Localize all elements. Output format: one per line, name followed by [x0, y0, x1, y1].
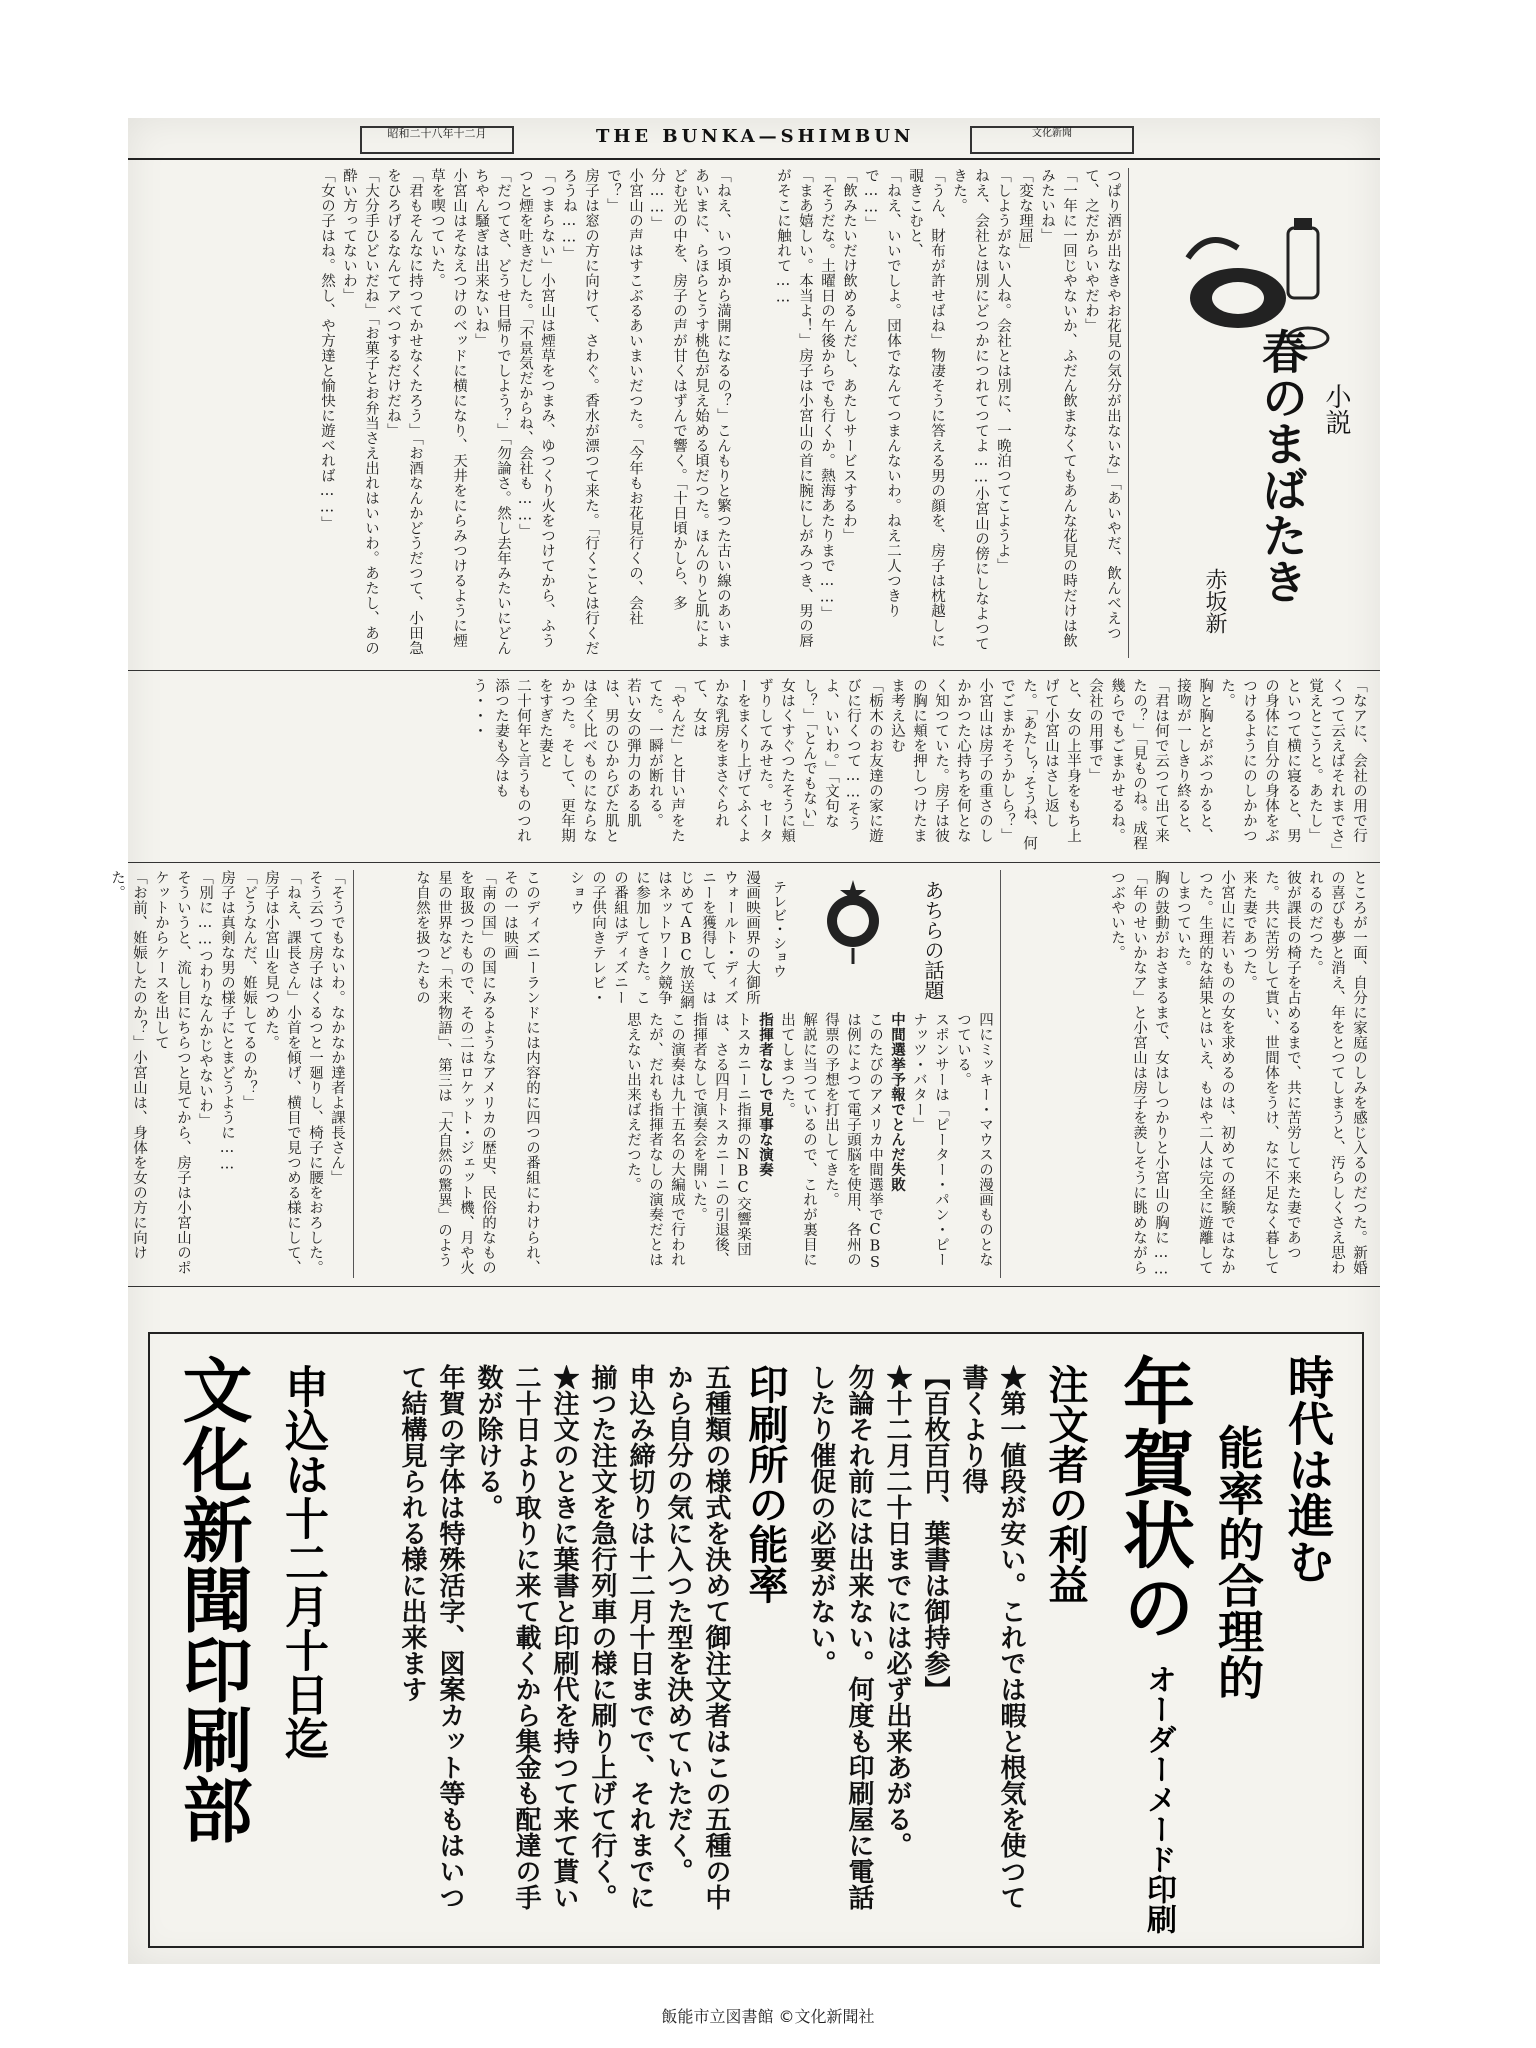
acchira-subtitle: テレビ・ショウ: [771, 880, 787, 978]
acchira-paragraph: このディズニーランドには内容的に四つの番組にわけられ、その一は映画: [502, 870, 540, 1275]
novel-text-block-3: [138, 678, 1370, 858]
novel-paragraph: 「年のせいかなア」と小宮山は房子を羨しそうに眺めながらつぶやいた。: [1109, 870, 1147, 1275]
novel-paragraph: 「女の子はね。然し、や方達と愉快に遊べれば……」: [319, 168, 335, 531]
novel-paragraph: 「ねえ、いつ頃から満開になるの？」こんもりと繁つた古い線のあいまあいまに、らほらとうす桃色が見え始める頃だつた。ほんのりと肌によどむ光の中を、房子の声が甘くはずんで響く。「十日頃かしら、多分……」: [649, 168, 731, 648]
footer-credit: 飯能市立図書館 ©文化新聞社: [661, 2007, 875, 2026]
novel-paragraph: そういうと、流し目にちらつと見てから、房子は小宮山のポケットからケースを出して: [153, 870, 191, 1275]
ad-line: 年賀の字体は特殊活字、図案カット等もはいつて結構見られる様に出来ます: [397, 1364, 465, 1910]
ad-line: 五種類の様式を決めて御注文者はこの五種の中から自分の気に入つた型を決めていただく。: [663, 1364, 731, 1910]
novel-paragraph: 「やんだ」と甘い声をたてた。一瞬が断れる。: [647, 678, 685, 843]
newspaper-page: [109, 118, 1380, 1964]
novel-paragraph: 胸の鼓動がおさまるまで、女はしつかりと小宮山の胸に……: [1153, 870, 1169, 1278]
novel-paragraph: 「一年に一回じやないか、ふだん飲まなくてもあんな花見の時だけは飲みたいね」: [1039, 168, 1077, 648]
acchira-text-2: [358, 870, 543, 1278]
novel-paragraph: 若い女の弾力のある肌は、男のひからびた肌とは全く比べものにならなかつた。そして、更年期をすぎた妻と: [537, 678, 641, 843]
novel-paragraph: ねえ、会社とは別にどつかにつれてつてよ……小宮山の傍にしなよつてきた。: [951, 168, 989, 651]
novel-title-block: [1138, 198, 1370, 698]
globe-star-icon: [808, 876, 898, 966]
novel-paragraph: 小宮山はそなえつけのベッドに横になり、天井をにらみつけるように煙草を喫つていた。: [429, 168, 467, 648]
novel-paragraph: 「まあ嬉しい。本当よ！」房子は小宮山の首に腕にしがみつき、男の唇がそこに触れて……: [775, 168, 813, 648]
novel-paragraph: 「飲みたいだけ飲めるんだし、あたしサービスするわ」: [841, 168, 857, 543]
novel-paragraph: そう云つて房子はくるつと一廻りし、椅子に腰をおろした。: [307, 870, 323, 1275]
acchira-paragraph: 漫画映画界の大御所ウォールト・ディズニーを獲得して、はじめてABC放送網はネットワーク競争に参加してきた。この番組はディズニーの子供向きテレビ・ショウ: [568, 870, 760, 1010]
tv-news-heading: 指揮者なしで見事な演奏: [757, 1012, 774, 1177]
column-rule: [1000, 870, 1001, 1278]
acchira-text: [548, 870, 763, 1010]
novel-paragraph: 覚えとこうと。あたし」といつて横に寝ると、男の身体に自分の身体をぶつけるようにのしかかつた。: [1219, 678, 1323, 843]
novel-inline-quote: 「変な理屈」: [1017, 168, 1033, 258]
novel-paragraph: 「そうでもないわ。なかなか達者よ課長さん」: [329, 870, 345, 1185]
ad-line: ★十二月二十日までには必ず出来あがる。: [882, 1364, 912, 1858]
ad-section-1-body: [800, 1364, 1030, 1924]
printing-advertisement: [148, 1332, 1364, 1948]
novel-paragraph: 女はくすぐつたそうに頬ずりしてみせた。セーターをまくり上げてふくよかな乳房をまさぐられて、女は: [691, 678, 795, 843]
ad-line: 申込み締切りは十二月十日までで、それまでに揃つた注文を急行列車の様に刷り上げて行く。: [587, 1364, 655, 1910]
tv-news-heading: 中間選挙予報でとんだ失敗: [889, 1012, 906, 1192]
novel-paragraph: つぱり酒が出なきやお花見の気分が出ないな」「あいやだ、飲んべえつて、之だからいやだわ」: [1083, 168, 1121, 641]
tv-news-block: [548, 1012, 996, 1278]
novel-paragraph: 小宮山に若いものの女を求めるのは、初めての経験ではなかつた。生理的な結果とはいえ、もはや二人は完全に遊離してしまつていた。: [1175, 870, 1235, 1275]
tv-news-paragraph: このたびのアメリカ中間選挙でCBSは例によつて電子頭脳を使用、各州の得票の予想を打出してきた。: [823, 1012, 883, 1272]
novel-paragraph: 「お前、姙娠したのか？」小宮山は、身体を女の方に向けた。: [109, 870, 147, 1260]
acchira-paragraph: 「南の国」の国にみるようなアメリカの歴史、民俗的なものを取扱つたもので、その二はロケット・ジェット機、月や火星の世界など「未来物語」、第三は「大自然の驚異」のような自然を扱つたもの: [414, 870, 496, 1275]
novel-text-block-1: [138, 168, 734, 658]
tv-news-paragraph: この演奏は九十五名の大編成で行われたが、だれも指揮者なしの演奏だとは思えない出来ばえだつた。: [625, 1012, 685, 1267]
novel-paragraph: 「つまらない」小宮山は煙草をつまみ、ゆつくり火をつけてから、ふうつと煙を吐きだした。「不景気だからね、会社も……」: [517, 168, 555, 648]
masthead: [128, 118, 1380, 160]
novel-paragraph: 「栃木のお友達の家に遊びに行くつて……そうよ、いいわ。」「文句なし？」「とんでもない」: [801, 678, 883, 843]
novel-paragraph: 「なアに、会社の用で行くつて云えばそれまでさ」: [1329, 678, 1367, 858]
acchira-title: あちらの話題: [921, 880, 945, 1000]
novel-paragraph: 房子は真剣な男の様子にとまどうように……: [219, 870, 235, 1173]
novel-paragraph: 「別に……つわりなんかじやないわ」: [197, 870, 213, 1128]
column-rule: [1128, 168, 1129, 658]
column-rule: [353, 870, 354, 1278]
novel-paragraph: 彼が課長の椅子を占めるまで、共に苦労して来た妻であつた。共に苦労して貰い、世間体をうけ、なに不足なく暮して来た妻であつた。: [1241, 870, 1301, 1275]
novel-paragraph: 房子は窓の方に向けて、さわぐ。香水が漂つて来た。「行くことは行くだろうね……」: [561, 168, 599, 656]
acchira-header: [768, 870, 998, 1010]
novel-band-middle: [128, 670, 1380, 863]
novel-paragraph: 胸と胸とがぶつかると、接吻が一しきり終ると、「君は何で云つて出て来たの？」「見ものね。成程幾らでもごまかせるね。会社の用事で」: [1087, 678, 1213, 851]
tv-news-paragraph: トスカニーニ指揮のNBC交響楽団は、さる四月トスカニーニの引退後、指揮者なしで演奏会を開いた。: [691, 1012, 751, 1267]
masthead-title: THE BUNKA—SHIMBUN: [596, 126, 915, 147]
mixed-band: [109, 862, 1380, 1287]
novel-paragraph: 「だつてさ、どうせ日帰りでしよう？」「勿論さ。然し去年みたいにどんちやん騒ぎは出来ないね」: [473, 168, 511, 656]
novel-paragraph: 「しようがない人ね。会社とは別に、一晩泊つてこようよ」: [995, 168, 1011, 573]
novel-paragraph: 小宮山は房子の重さのしかかつた心持ちを何となく知つていた。房子は彼の胸に頬を押しつけたまま考え込む: [889, 678, 993, 843]
ad-slogan-2: 能率的合理的: [1211, 1424, 1265, 1700]
novel-paragraph: と、女の上半身をもち上げて小宮山はさし返した。「あたし？そうね、何でごまかそうかしら？」: [999, 678, 1081, 851]
ad-line: 勿論それ前には出来ない。何度も印刷屋に電話したり催促の必要がない。: [806, 1364, 874, 1910]
novel-author: 赤坂新: [1202, 568, 1227, 634]
novel-text-block-2: [744, 168, 1124, 658]
ad-company: 文化新聞印刷部: [171, 1354, 254, 1844]
tv-news-paragraph: 四にミッキー・マウスの漫画ものとなつている。: [955, 1012, 993, 1267]
novel-text-block-4: [109, 870, 348, 1278]
ad-headline: 年賀状の: [1111, 1354, 1196, 1642]
ad-line: 【百枚百円、葉書は御持参】: [920, 1364, 950, 1702]
novel-paragraph: 「大分手ひどいだね」「お菓子とお弁当さえ出れはいいわ。あたし、あの酔い方ってないわ」: [341, 168, 379, 656]
novel-paragraph: 「ねえ、いいでしよ。団体でなんてつまんないわ。ねえ二人つきりで……」: [863, 168, 901, 618]
tv-news-paragraph: スポンサーは「ピーター・パン・ピーナッツ・バター」: [911, 1012, 949, 1267]
novel-paragraph: 「ねえ、課長さん」小首を傾げ、横目で見つめる様にして、房子は小宮山を見つめた。: [263, 870, 301, 1275]
ad-slogan-1: 時代は進む: [1281, 1354, 1335, 1584]
ad-section-2-title: 印刷所の能率: [742, 1364, 789, 1604]
ad-section-2-body: [350, 1364, 735, 1924]
ad-line: ★注文のときに葉書と印刷代を持つて来て貰い二十日より取りに来て載くから集金も配達の手数が除ける。: [473, 1364, 579, 1910]
ad-deadline: 申込は十二月十日迄: [277, 1364, 328, 1760]
tv-news-paragraph: 解説に当つているので、これが裏目に出てしまつた。: [779, 1012, 817, 1267]
novel-label: 小説: [1321, 383, 1351, 435]
ad-headline-sub: オーダーメード印刷: [1141, 1664, 1176, 1934]
novel-paragraph: 「どうなんだ、姙娠してるのか？」: [241, 870, 257, 1110]
novel-paragraph: 二十何年と言うものつれ添つた妻も今はもう・・・: [471, 678, 531, 843]
novel-paragraph: 「君もそんなに持つてかせなくたろう」「お酒なんかどうだつて、小田急をひろげるなんてアべつするだけだね」: [385, 168, 423, 656]
ad-section-1-title: 注文者の利益: [1042, 1364, 1089, 1604]
novel-paragraph: ところが一面、自分に家庭のしみを感じ入るのだつた。新婚の喜びも夢と消え、年をとつてしまうと、汚らしくさえ思われるのだつた。: [1307, 870, 1367, 1275]
masthead-paper-box: 文化新聞: [970, 126, 1134, 154]
novel-continuation-block: [1008, 870, 1370, 1278]
ad-line: ★第一値段が安い。これでは暇と根気を使つて書くより得: [958, 1364, 1026, 1910]
masthead-date-box: 昭和二十八年十二月: [360, 126, 514, 154]
novel-paragraph: 小宮山の声はすこぶるあいまいだつた。「今年もお花見行くの、会社で？」: [605, 168, 643, 626]
novel-title: 春のまばたき: [1255, 328, 1309, 604]
novel-paragraph: 「そうだな。土曜日の午後からでも行くか。熱海あたりまで……」: [819, 168, 835, 621]
novel-paragraph: 「うん、財布が許せばね」物凄そうに答える男の顔を、房子は枕越しに覗きこむと、: [907, 168, 945, 648]
novel-band-upper: [128, 158, 1380, 671]
